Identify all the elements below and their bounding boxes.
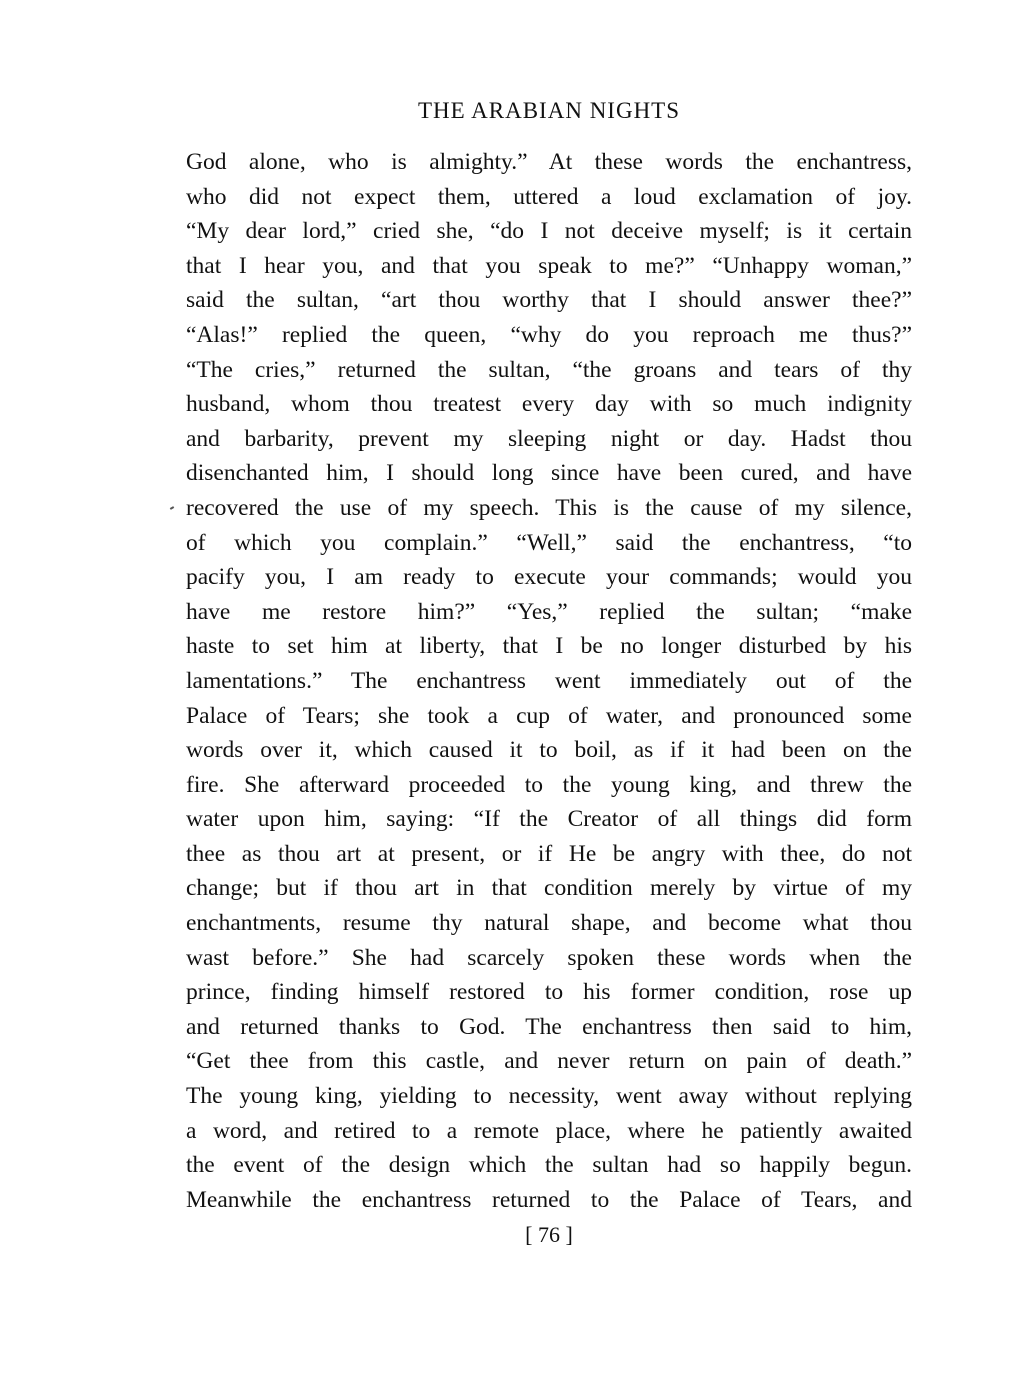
text-line: said the sultan, “art thou worthy that I should answer thee?”	[186, 287, 912, 314]
text-line: disenchanted him, I should long since have been cured, and have	[186, 460, 912, 487]
text-line: prince, finding himself restored to his former condition, rose up	[186, 979, 912, 1006]
running-head: THE ARABIAN NIGHTS	[417, 98, 681, 123]
text-line: who did not expect them, uttered a loud exclamation of joy.	[186, 183, 912, 210]
text-line: have me restore him?” “Yes,” replied the sultan; “make	[186, 598, 912, 625]
text-line: recovered the use of my speech. This is the cause of my silence,	[186, 494, 912, 521]
page-number: [ 76 ]	[525, 1222, 573, 1247]
text-line: Meanwhile the enchantress returned to the Palace of Tears, and	[186, 1186, 912, 1213]
text-line: a word, and retired to a remote place, where he patiently awaited	[186, 1117, 912, 1144]
text-line: thee as thou art at present, or if He be angry with thee, do not	[186, 840, 912, 867]
text-line: lamentations.” The enchantress went immediately out of the	[186, 667, 912, 694]
text-line: God alone, who is almighty.” At these words the enchantress,	[186, 149, 912, 175]
text-line: water upon him, saying: “If the Creator of all things did form	[186, 806, 912, 833]
text-line: “My dear lord,” cried she, “do I not deceive myself; is it certain	[186, 218, 912, 245]
text-line: and returned thanks to God. The enchantress then said to him,	[186, 1013, 912, 1040]
text-line: husband, whom thou treatest every day with so much indignity	[186, 391, 912, 418]
text-line: wast before.” She had scarcely spoken these words when the	[186, 944, 912, 971]
text-line: of which you complain.” “Well,” said the enchantress, “to	[186, 529, 912, 556]
text-line: The young king, yielding to necessity, went away without replying	[186, 1083, 912, 1110]
text-line: “Get thee from this castle, and never return on pain of death.”	[186, 1048, 912, 1075]
text-line: “The cries,” returned the sultan, “the groans and tears of thy	[186, 356, 912, 383]
text-line: “Alas!” replied the queen, “why do you reproach me thus?”	[186, 321, 912, 348]
text-line: words over it, which caused it to boil, as if it had been on the	[186, 737, 912, 764]
text-line: haste to set him at liberty, that I be no longer disturbed by his	[186, 633, 912, 660]
text-line: that I hear you, and that you speak to me?” “Unhappy woman,”	[186, 252, 912, 279]
text-line: and barbarity, prevent my sleeping night or day. Hadst thou	[186, 425, 912, 452]
text-line: Palace of Tears; she took a cup of water, and pronounced some	[186, 702, 912, 729]
margin-mark	[170, 506, 174, 510]
text-line: pacify you, I am ready to execute your commands; would you	[186, 564, 912, 591]
text-line: enchantments, resume thy natural shape, and become what thou	[186, 910, 912, 937]
body-text	[186, 145, 912, 1217]
text-line: fire. She afterward proceeded to the young king, and threw the	[186, 771, 912, 798]
text-line: the event of the design which the sultan had so happily begun.	[186, 1152, 912, 1179]
text-line: change; but if thou art in that condition merely by virtue of my	[186, 875, 912, 902]
